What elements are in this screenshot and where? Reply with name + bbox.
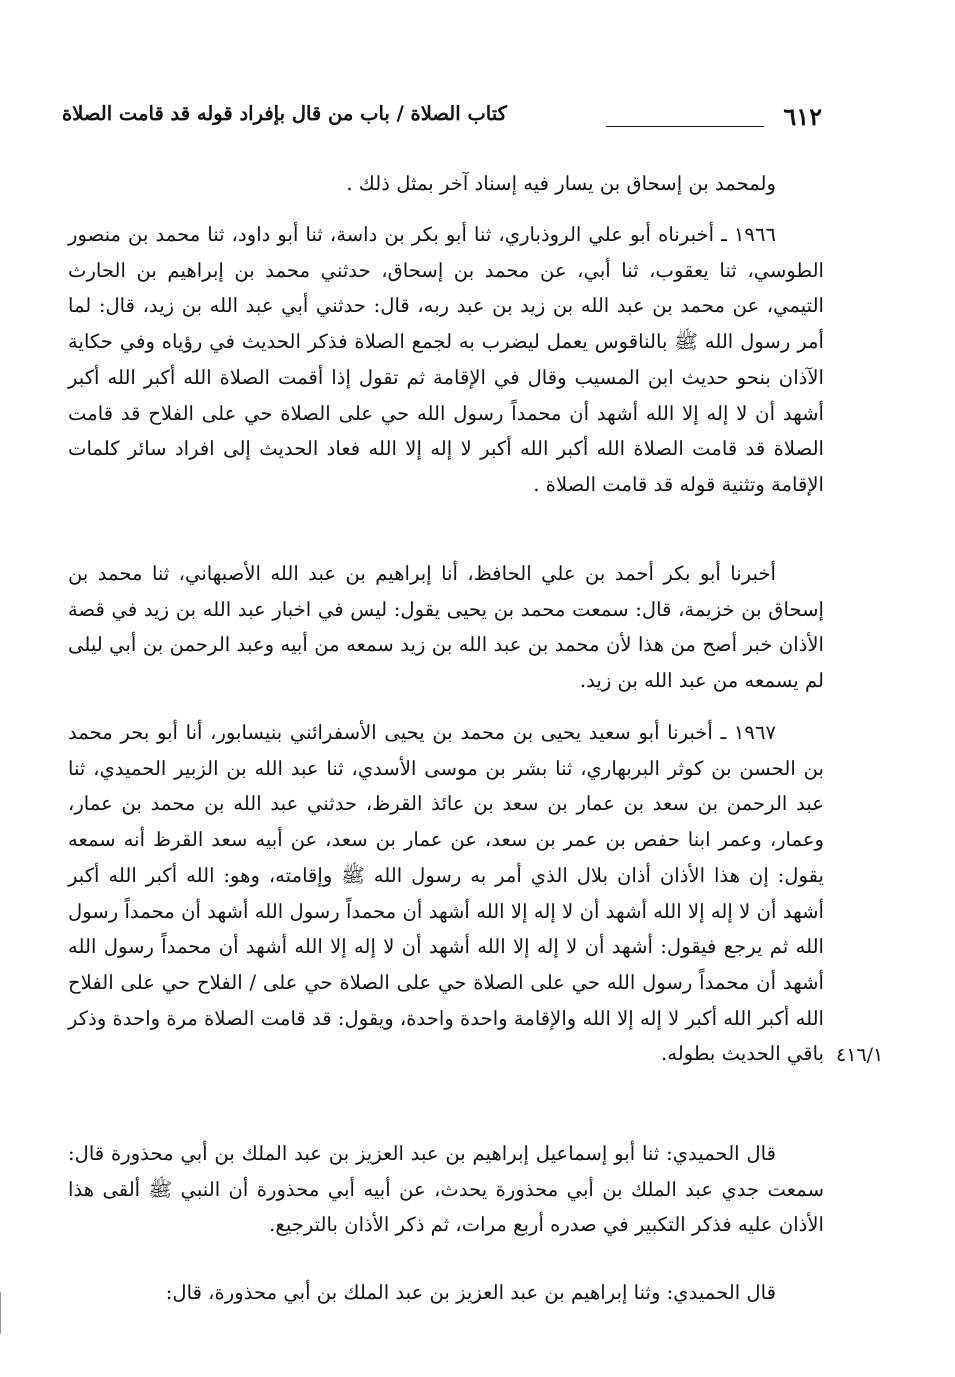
paragraph-humaidi-2 bbox=[68, 1275, 824, 1311]
paragraph-hadith-1967 bbox=[68, 715, 824, 1072]
paragraph-text: أخبرنا أبو بكر أحمد بن علي الحافظ، أنا إبراهيم بن عبد الله الأصبهاني، ثنا محمد بن إسحاق بن خزيمة، قال: سمعت محمد بن يحيى يقول: ليس في اخبار عبد الله بن زيد في قصة الأذان خبر أصح من هذا لأن محمد بن عبد الله بن زيد سمعه من أبيه وعبد الرحمن بن أبي ليلى لم يسمعه من عبد الله بن زيد. bbox=[68, 562, 824, 693]
page-edge-mark bbox=[0, 1292, 7, 1334]
page-number: ٦١٢ bbox=[783, 102, 822, 131]
paragraph-text: ولمحمد بن إسحاق بن يسار فيه إسناد آخر بمثل ذلك . bbox=[346, 172, 776, 195]
paragraph-text: قال الحميدي: وثنا إبراهيم بن عبد العزيز بن عبد الملك بن أبي محذورة، قال: bbox=[165, 1281, 776, 1304]
paragraph-1 bbox=[68, 166, 824, 202]
paragraph-text: ١٩٦٦ ـ أخبرناه أبو علي الروذباري، ثنا أبو بكر بن داسة، ثنا أبو داود، ثنا محمد بن منصور الطوسي، ثنا يعقوب، ثنا أبي، عن محمد بن إسحاق، حدثني محمد بن إبراهيم بن الحارث التيمي، عن محمد بن عبد الله بن زيد بن عبد ربه، قال: حدثني أبي عبد الله بن زيد، قال: لما أمر رسول الله ﷺ بالناقوس يعمل ليضرب به لجمع الصلاة فذكر الحديث في رؤياه وفي حكاية الآذان بنحو حديث ابن المسيب وقال في الإقامة ثم تقول إذا أقمت الصلاة الله أكبر الله أكبر أشهد أن لا إله إلا الله أشهد أن محمداً رسول الله حي على الصلاة حي على الفلاح قد قامت الصلاة قد قامت الصلاة الله أكبر الله أكبر لا إله إلا الله فعاد الحديث إلى افراد سائر كلمات الإقامة وتثنية قوله قد قامت الصلاة . bbox=[68, 223, 824, 496]
page-header bbox=[62, 100, 822, 134]
paragraph-commentary bbox=[68, 556, 824, 699]
paragraph-text: قال الحميدي: ثنا أبو إسماعيل إبراهيم بن عبد العزيز بن عبد الملك بن أبي محذورة قال: سمعت جدي عبد الملك بن أبي محذورة يحدث، عن أبيه أبي محذورة أن النبي ﷺ ألقى هذا الأذان عليه فذكر التكبير في صدره أربع مرات، ثم ذكر الأذان بالترجيع. bbox=[68, 1142, 824, 1237]
header-rule bbox=[606, 126, 764, 127]
margin-reference: ٤١٦/١ bbox=[836, 1044, 884, 1066]
paragraph-text: ١٩٦٧ ـ أخبرنا أبو سعيد يحيى بن محمد بن يحيى الأسفرائني بنيسابور، أنا أبو بحر محمد بن الحسن بن كوثر البربهاري، ثنا بشر بن موسى الأسدي، ثنا عبد الله بن الزبير الحميدي، ثنا عبد الرحمن بن سعد بن عمار بن سعد بن عائذ القرظ، حدثني عبد الله بن محمد بن عمار، وعمار، وعمر ابنا حفص بن عمر بن سعد، عن عمار بن سعد، عن أبيه سعد القرظ أنه سمعه يقول: إن هذا الأذان أذان بلال الذي أمر به رسول الله ﷺ وإقامته، وهو: الله أكبر الله أكبر أشهد أن لا إله إلا الله أشهد أن لا إله إلا الله أشهد أن محمداً رسول الله أشهد أن محمداً رسول الله ثم يرجع فيقول: أشهد أن لا إله إلا الله أشهد أن لا إله إلا الله أشهد أن محمداً رسول الله أشهد أن محمداً رسول الله حي على الصلاة حي على الصلاة حي على / الفلاح حي على الفلاح الله أكبر الله أكبر لا إله إلا الله والإقامة واحدة واحدة، ويقول: قد قامت الصلاة مرة واحدة وذكر باقي الحديث بطوله. bbox=[67, 721, 824, 1066]
running-title: كتاب الصلاة / باب من قال بإفراد قوله قد قامت الصلاة bbox=[62, 102, 507, 125]
paragraph-hadith-1966 bbox=[68, 217, 824, 503]
paragraph-humaidi-1 bbox=[68, 1136, 824, 1243]
